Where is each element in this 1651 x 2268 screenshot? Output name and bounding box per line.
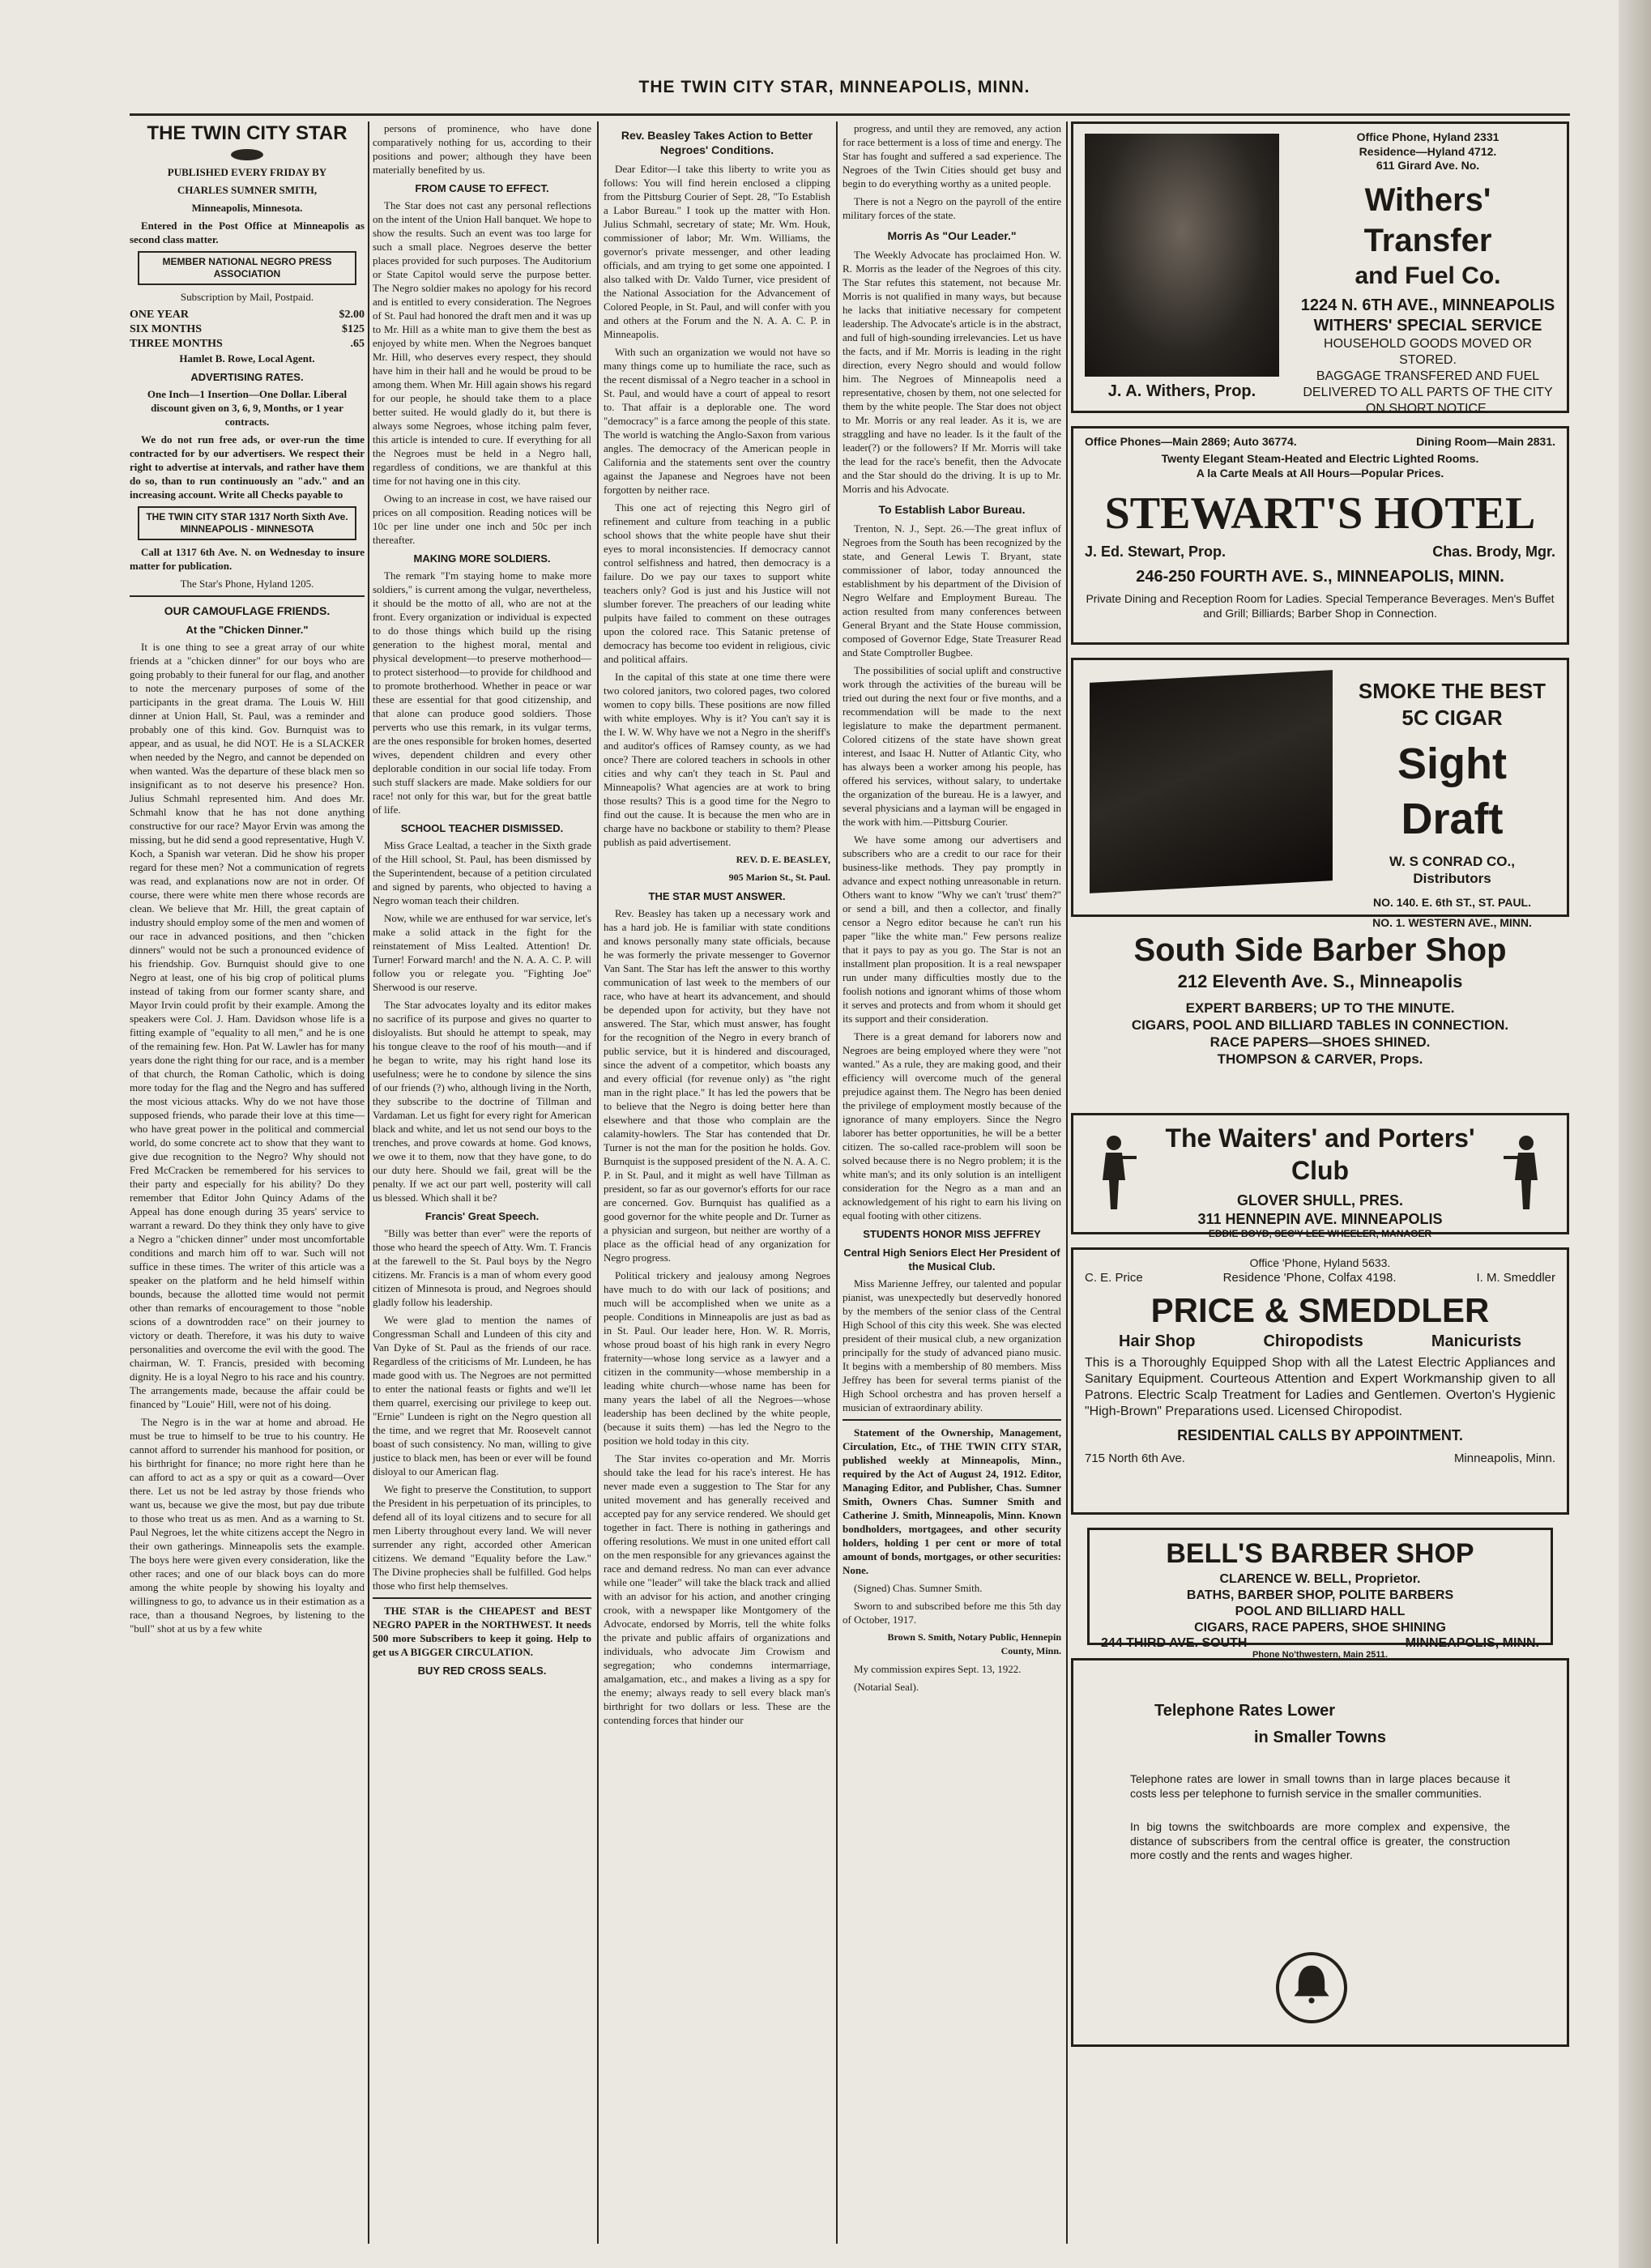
ad-text: 1224 N. 6TH AVE., MINNEAPOLIS (1300, 296, 1555, 314)
bells-barber-ad (1087, 1528, 1553, 1660)
article-paragraph: progress, and until they are removed, any action for race betterment is a loss of time and energy. The Star has fought and suffered a sad experience. The Negroes of the Twin Cities should get busy and begin to do everything worthy as a united people. (843, 122, 1061, 190)
article-paragraph: Political trickery and jealousy among Negroes have much to do with our lack of positions; and much will be accomplished when we unite as a people. Conditions in Minneapolis are just as bad as in St. Paul. Our leader here, Hon. W. R. Morris, whose proud boast of his high rank in every Negro fraternity—whose long service as a lawyer and a citizen in the community—whose membership in a leading white church—whose name has been for many years the label of all the Negroes—whose leadership has been declined by the white people, (because it suits them) —has led the Negro to the position we hold today in this city. (604, 1269, 830, 1447)
member-box: MEMBER NATIONAL NEGRO PRESS ASSOCIATION (138, 251, 356, 285)
statement-sworn: Sworn to and subscribed before me this 5th day of October, 1917. (843, 1600, 1061, 1626)
divider (130, 595, 365, 597)
ad-text: 311 HENNEPIN AVE. MINNEAPOLIS (1197, 1210, 1443, 1227)
ad-text: Hair Shop (1119, 1332, 1196, 1350)
article-paragraph: "Billy was better than ever" were the reports of those who heard the speech of Atty. Wm. T. Francis at the farewell to the St. Paul boys by the Negro citizens. Mr. Francis is a man of whom every good citizen of Minnesota is proud, and Negroes should gladly follow his leadership. (373, 1227, 591, 1308)
article-paragraph: The Negro is in the war at home and abroad. He must be true to himself to be true to his country. He cannot afford to surrender his manhood for position, or his birthright for finance; no more right here than he can afford to act as a spy or quit as a coward—Over there. Let us not be led astray by those friends who want us, because we give the most, but pay due tribute to those who treat us as men. And as a warning to St. Paul Negroes, let the white citizens accept the Negro in their own gatherings. Minneapolis sets the example. The boys here were given every consideration, like the other races; and one of our black boys can do more among the white people by showing his loyalty and willingness to go, to advance us in their estimation as a race, than a thousand Negroes, by listening to the "bull" shot at us by a few white (130, 1416, 365, 1635)
column-4 (843, 122, 1061, 2260)
article-heading: FROM CAUSE TO EFFECT. (415, 182, 549, 194)
ad-text: 244 THIRD AVE. SOUTH (1101, 1635, 1248, 1650)
article-paragraph: The Weekly Advocate has proclaimed Hon. W. R. Morris as the leader of the Negroes of this city. The Star refutes this statement, not because Mr. Morris is not qualified in many ways, but because he lacks that initiative necessary for competent leadership. The Advocate's article is in the abstract, and full of high-sounding irrelevancies. Let us have the facts, and if Mr. Morris is leading in the right direction, every Negro should and would follow him. The Negroes of Minneapolis need a representative, chosen by them, not one selected for them by the white people. The Star does not object to Mr. Morris or any real leader. As it is, we are straggling and have no leader. Is it the fault of the leader(?) or the followers? If Mr. Morris will take the lead for the race's benefit, then the Advocate and the Star should do the driving. It is up to Mr. Morris and his Advocate. (843, 249, 1061, 495)
ad-text: Office Phones—Main 2869; Auto 36774. (1085, 435, 1297, 448)
advertising-rates-heading: ADVERTISING RATES. (190, 371, 304, 383)
rate-row: ONE YEAR $2.00 (130, 309, 365, 321)
ad-text: C. E. Price (1085, 1270, 1143, 1285)
article-paragraph: Trenton, N. J., Sept. 26.—The great influx of Negroes from the South has been recognized by the state, and General Lewis T. Bryant, state commissioner of labor, today announced the establishment by his department of the Division of Negro Welfare and Employment Bureau. The action resulted from many conferences between General Bryant and the State House commission, composed of Governor Edge, State Treasurer Read and State Comptroller Bugbee. (843, 522, 1061, 659)
article-paragraph: Owing to an increase in cost, we have raised our prices on all composition. Reading notices will be 10c per line under one inch and 50c per inch thereafter. (373, 492, 591, 546)
article-paragraph: This one act of rejecting this Negro girl of refinement and culture from teaching in a public school shows that the white people have shut their eyes to moral inconsistencies. If democracy cannot control selfishness and hatred, then democracy is a failure. Do we pay our taxes to support white teachers only? God is just and his Justice will not slumber forever. The preachers of our leading white pulpits have failed to comment on these outrages upon the colored race. This Satanic pretense of democracy has become too evident in religious, civic and political affairs. (604, 501, 830, 665)
ad-text: Twenty Elegant Steam-Heated and Electric Lighted Rooms. (1161, 452, 1479, 465)
article-paragraph: We fight to preserve the Constitution, to support the President in his perpetuation of its principles, to defend all of its loyal citizens and to secure for all men Liberty throughout every land. We will never surrender any right, accorded other American citizens. We demand "Equality before the Law." The Divine prophecies shall be fulfilled. God helps those who first help themselves. (373, 1483, 591, 1592)
ad-text: Dining Room—Main 2831. (1416, 435, 1555, 448)
ad-text: BAGGAGE TRANSFERED AND FUEL DELIVERED TO ALL PARTS OF THE CITY ON SHORT NOTICE. (1303, 369, 1553, 416)
ad-text: RESIDENTIAL CALLS BY APPOINTMENT. (1177, 1427, 1463, 1443)
ad-text: MINNEAPOLIS, MINN. (1405, 1635, 1539, 1650)
ad-text: Residence 'Phone, Colfax 4198. (1222, 1270, 1397, 1285)
ad-text: 611 Girard Ave. No. (1376, 159, 1480, 172)
ad-text: Office Phone, Hyland 2331 (1356, 130, 1500, 143)
letter-signature: REV. D. E. BEASLEY, (736, 854, 830, 865)
ad-text: Chas. Brody, Mgr. (1432, 544, 1555, 560)
masthead-place: Minneapolis, Minnesota. (191, 202, 303, 214)
ad-caption: J. A. Withers, Prop. (1107, 382, 1256, 400)
article-heading: To Establish Labor Bureau. (878, 503, 1026, 516)
ad-text: EXPERT BARBERS; UP TO THE MINUTE. (1185, 1000, 1455, 1016)
article-heading: THE STAR MUST ANSWER. (648, 890, 786, 902)
ad-text: A la Carte Meals at All Hours—Popular Prices. (1196, 466, 1444, 480)
masthead-title: THE TWIN CITY STAR (147, 122, 348, 144)
cigar-ad (1071, 658, 1569, 929)
ad-text: WITHERS' SPECIAL SERVICE (1313, 317, 1542, 335)
article-heading: Rev. Beasley Takes Action to Better Negroes' Conditions. (621, 129, 813, 156)
ad-text: 5C CIGAR (1401, 705, 1503, 730)
ad-text: NO. 140. E. 6th ST., ST. PAUL. (1372, 895, 1531, 909)
article-paragraph: persons of prominence, who have done comparatively nothing for us, according to their positions and power; although they have been materially benefited by us. (373, 122, 591, 176)
cigar-box-image (1090, 670, 1333, 893)
ad-text: This is a Thoroughly Equipped Shop with all the Latest Electric Appliances and Sanitary Equipment. Courteous Attention and Expert Workmanship given to all Patrons. Electric Scalp Treatment for Ladies and Gentlemen. Overton's Hygienic "High-Brown" Preparations used. Licensed Chiropodist. (1085, 1356, 1555, 1418)
ad-title: PRICE & SMEDDLER (1150, 1290, 1490, 1329)
masthead-entered: Entered in the Post Office at Minneapolis as second class matter. (130, 220, 365, 245)
ad-text: Telephone rates are lower in small towns than in large places because it costs less per telephone to furnish service in the smaller communities. (1130, 1772, 1510, 1800)
waiters-club-ad (1071, 1113, 1569, 1239)
ad-text: POOL AND BILLIARD HALL (1235, 1604, 1406, 1618)
ad-text: 715 North 6th Ave. (1085, 1451, 1185, 1465)
ad-text: Chiropodists (1263, 1332, 1363, 1350)
waiter-figure-icon (1090, 1132, 1138, 1213)
article-paragraph: The Star does not cast any personal reflections on the intent of the Union Hall banquet. We hope to show the results. Such an event was too large for such a small place. Negroes deserve the better places provided for such purposes. The Auditorium or State Capitol would serve the purpose better. The Negro soldier makes no apology for his record and is entitled to every consideration. The Negroes of St. Paul had honored the draft men and it was up to Mr. Hill as a white man to give them the best as enjoyed by white men. When the Negroes banquet Mr. Hill, who deserves every respect, they should have him in their hall and he would be proud to be among them. When Mr. Hill again shows his regard for our people, he should take them to a place better suited. He would gladly do it, but there is always some Negroes, whose itching palm fever, this article is intended to cure. If everything for all the Negroes must be held in a Negro hall, regardless of conditions, we are thankful at this time for not having one in this city. (373, 199, 591, 487)
ad-text: SMOKE THE BEST (1358, 679, 1546, 703)
article-paragraph: Dear Editor—I take this liberty to write you as follows: You will find herein enclosed a clipping from the Pittsburg Courier of Sept. 28, "To Establish a Labor Bureau." I took up the matter with Hon. Julius Schmahl, secretary of state; Mr. Wm. Houk, commissioner of labor; Mr. Wm. Williams, the governor's private messenger, and other leading officials, and am trying to get some one appointed. I also talked with Dr. Valdo Turner, vice president of the National Association for the Advancement of Colored People, in St. Paul, and will confer with you and others at the Forum and the N. A. A. C. P. in Minneapolis. (604, 163, 830, 340)
ad-text: GLOVER SHULL, PRES. (1236, 1192, 1404, 1209)
ad-text: Manicurists (1431, 1332, 1521, 1350)
price-smeddler-ad (1071, 1247, 1569, 1515)
star-promo: THE STAR is the CHEAPEST and BEST NEGRO PAPER in the NORTHWEST. It needs 500 more Subscribers to keep it going. Help to get us A BIGGER CIRCULATION. (373, 1605, 591, 1658)
ad-text: Residence—Hyland 4712. (1359, 144, 1497, 158)
article-heading: STUDENTS HONOR MISS JEFFREY (863, 1228, 1041, 1240)
column-rule-1 (368, 122, 369, 2244)
article-subheading: Central High Seniors Elect Her President of the Musical Club. (843, 1247, 1060, 1273)
article-paragraph: We have some among our advertisers and subscribers who are a credit to our race for their business-like methods. They pay promptly in advance and expect nothing unreasonable in return. Others want to know "Why we can't 'trust' them?" or send a bill, and then a collector, and finally censor a Negro editor because he can't run his paper "like the white man." Few persons realize that it pays to pay as you go. The Star is not an installment plan proposition. It is a real newspaper run under many difficulties mostly due to the foolish notions and ignorant whims of those whom it serves and protects and from whom it should get its support and their consideration. (843, 833, 1061, 1025)
ad-text: Office 'Phone, Hyland 5633. (1249, 1256, 1391, 1269)
ad-text: CIGARS, POOL AND BILLIARD TABLES IN CONNECTION. (1131, 1017, 1509, 1033)
column-2 (373, 122, 591, 2260)
star-phone: The Star's Phone, Hyland 1205. (180, 578, 314, 590)
ownership-statement: Statement of the Ownership, Management, Circulation, Etc., of THE TWIN CITY STAR, published weekly at Minneapolis, Minn., required by the Act of August 24, 1912. Editor, Managing Editor, and Publisher, Chas. Sumner Smith, Owners Chas. Sumner Smith and Catherine J. Smith, Minneapolis, Minn. Known bondholders, mortgagees, and other security holders, holding 1 per cent or more of total amount of bonds, mortgages, or other securities: None. (843, 1426, 1061, 1576)
article-paragraph: The Star advocates loyalty and its editor makes no sacrifice of its purpose and gives no quarter to disloyalists. But should he attempt to speak, may his tongue cleave to the roof of his mouth—and if he began to write, may his right hand lose its usefulness; were he to condone by silence the sins of our friends (?) who, although living in the North, they subscribe to the doctrine of Tillman and Vardaman. Let us fight for every right for American black and white, and let us not send our boys to the trenches, and prove cowards at home. God knows, we owe it to them, now that they have gone, to do our duty here. Should we fail, great will be the penalty. If we act our part well, posterity will call us blessed. Which shall it be? (373, 999, 591, 1204)
subscription-label: Subscription by Mail, Postpaid. (180, 291, 314, 303)
column-3 (604, 122, 830, 2260)
ad-text: CLARENCE W. BELL, Proprietor. (1219, 1571, 1421, 1586)
article-paragraph: The Star invites co-operation and Mr. Morris should take the lead for his race's interest. He has never made even a suggestion to The Star for any united movement and has generally received and accepted pay for any service rendered. We should get together in fact. There is nothing in gatherings and offering resolutions. We must in one united effort call on the men responsible for any grievances against the race and demand redress. No man can ever advance while one "leader" will take the black track and allied with an advisor for his action, and another cringing crook, with a newspaper like Montgomery of the Advocate, endorsed by Morris, tell the white folks the private and public affairs of organizations and individuals, who advocate Jim Crowism and segregation; who condemns intermarriage, amalgamation, etc., and makes a living as a spy for the enemy; always ready to sell every black man's birthright for two dollars or less. These are the contending forces that hinder our (604, 1452, 830, 1726)
article-paragraph: We were glad to mention the names of Congressman Schall and Lundeen of this city and Van Dyke of St. Paul as the friends of our race. Regardless of the criticisms of Mr. Lundeen, he has made good with us. The Negroes are not permitted to enter the national feasts or fights and we'll let them quarrel, exercising our privilege to keep out. "Ernie" Lundeen is right on the Negro question all the time, and we regret that Mr. Roosevelt cannot boast of such consistency. No man, willing to give justice to black men, has been or ever will be found disloyal to our American flag. (373, 1314, 591, 1477)
ad-title: and Fuel Co. (1355, 262, 1501, 289)
article-heading: MAKING MORE SOLDIERS. (413, 552, 551, 565)
ad-text: I. M. Smeddler (1476, 1270, 1555, 1285)
ad-text: CIGARS, RACE PAPERS, SHOE SHINING (1194, 1620, 1446, 1635)
divider (373, 1597, 591, 1599)
withers-ad (1071, 122, 1569, 416)
page-edge (1619, 0, 1651, 2268)
ad-text: Private Dining and Reception Room for Ladies. Special Temperance Beverages. Men's Buffet and Grill; Billiards; Barber Shop in Connection. (1086, 592, 1555, 620)
column-1 (130, 122, 365, 2260)
statement-seal: (Notarial Seal). (854, 1681, 919, 1693)
ad-text: RACE PAPERS—SHOES SHINED. (1209, 1034, 1431, 1050)
article-paragraph: Miss Marienne Jeffrey, our talented and popular pianist, was unexpectedly but deservedly honored by the members of the senior class of the Central High School of this city this week. She was elected president of their musical club, a new organization principally for the study of advanced piano music. It begins with a membership of 80 members. Miss Jeffrey has been for several terms pianist of the High School orchestra and has proven herself a musician of extraordinary ability. (843, 1277, 1061, 1413)
ad-text: NO. 1. WESTERN AVE., MINN. (1372, 916, 1532, 929)
bell-logo-icon (1276, 1952, 1347, 2023)
ad-title: Sight Draft (1397, 740, 1507, 843)
rate-row: THREE MONTHS .65 (130, 338, 365, 350)
article-paragraph: With such an organization we would not have so many things come up to humiliate the race, such as the recent dismissal of a Negro teacher in a school in St. Paul, and would have a court of appeal to resort to. That affair is a deplorable one. The word "democracy" is a farce among the people of this state. The world is watching the Anglo-Saxon from various angles. The democracy of the American people in California and the statements sent over the country against the Japanese and Negroes have not been forgotten by neither race. (604, 346, 830, 496)
article-paragraph: It is one thing to see a great array of our white friends at a "chicken dinner" for our boys who are going probably to their funeral for our flag, and another to note the mercenary purposes of some of the participants in the great drama. The Louis W. Hill dinner at Union Hall, St. Paul, was a reminder and probably one of this kind. Gov. Burnquist was to appear, and as usual, he did NOT. He is a SLACKER when needed by the Negro, and cannot be depended on when wanted. Was the departure of these black men so insignificant as to not deserve his presence? Hon. Julius Schmahl represented him. And does Mr. Schmahl know that he has not done anything constructive for our race? Mayor Ervin was among the missing, but he did send a good representative, Hugh V. Koch, a Spanish war veteran. Did he show his proper regard for these men? Not a communication of regrets was read, and explanations now are not in order. Of course, there were white men there whose records are clean. We believe that Mr. Hill, the great captain of industry should employ some of the men and women of our race in advanced positions, and then "chicken dinners" would not be such a pronounced evidence of his friendship. Gov. Burnquist should give to one Negro at least, one of his big crop of political plums instead of taking from our former scanty share, and Mayor Irvin could profit by their example. Among the speakers were Col. J. Ham. Davidson whose life is a fitting example of "equality to all men," and he is one of the remaining few. Hon. Pat W. Lawler has for many years done the right thing for our race, and is a member of that church, the Roman Catholic, which is doing more today for the flag and the Negro and has suffered the most vicious attacks. Why do we not have those supposed friends, who parade their love at this time—who have great power in the political and commercial world, do some concrete act to show that they want to give due recognition to the Negro? Why should not Fred McCracken be remembered for his services to their party and especially for his ability? Do they remember that Editor John Quincy Adams of the Appeal has done enough during 35 years' service to warrant a reward. Do they think they only have to give a Negro a "chicken dinner" under most uncomfortable conditions and march him off to war. Such will not suffice in these times. The writer of this article was a speaker on the platform and he held himself within bounds, because the allotted time would not permit other than remarks of encouragement to those "noble scions of a downtrodden race" on their journey to victory or death. Therefore, it was his duty to waive personalities and overcome the evil with the good. The chairman, W. T. Francis, presided with becoming dignity. He is a loyal Negro to his race and his country. The arrangements made, because the affair could be financed by "Louie" Hill, were not of his doing. (130, 641, 365, 1410)
ad-text: EDDIE BOYD, SEC'Y LEE WHEELER, MANAGER (1208, 1228, 1432, 1239)
address-box: THE TWIN CITY STAR 1317 North Sixth Ave. MINNEAPOLIS - MINNESOTA (138, 506, 356, 540)
top-rule (130, 113, 1570, 116)
advertising-rates-text: One Inch—1 Insertion—One Dollar. Liberal discount given on 3, 6, 9, Months, or 1 year contracts. (147, 388, 348, 428)
column-rule-3 (836, 122, 838, 2244)
masthead-published: PUBLISHED EVERY FRIDAY BY (167, 166, 327, 178)
ad-text: In big towns the switchboards are more complex and expensive, the distance of subscribers from the central office is greater, the construction more costly and the rents and wages higher. (1130, 1820, 1510, 1861)
article-heading: Francis' Great Speech. (424, 1210, 540, 1222)
ad-text: THOMPSON & CARVER, Props. (1217, 1051, 1423, 1068)
stewarts-hotel-ad (1071, 426, 1569, 645)
ad-text: 246-250 FOURTH AVE. S., MINNEAPOLIS, MINN. (1136, 568, 1504, 586)
porter-figure-icon (1502, 1132, 1551, 1213)
ad-title: Telephone Rates Lower (1154, 1702, 1336, 1720)
statement-notary: Brown S. Smith, Notary Public, Hennepin County, Minn. (887, 1631, 1061, 1656)
telephone-ad (1071, 1658, 1569, 2047)
ad-title: The Waiters' and Porters' Club (1165, 1123, 1475, 1185)
ad-text: 212 Eleventh Ave. S., Minneapolis (1177, 971, 1463, 991)
article-paragraph: Now, while we are enthused for war service, let's make a solid attack in the fight for the reinstatement of Miss Lealted. Attention! Dr. Turner! Forward march! and the N. A. A. C. P. will follow you or relegate you. "Fighting Joe" Sherwood is our reserve. (373, 912, 591, 993)
ad-title: STEWART'S HOTEL (1104, 488, 1536, 539)
rate-row: SIX MONTHS $125 (130, 323, 365, 335)
article-paragraph: Rev. Beasley has taken up a necessary work and has a hard job. He is familiar with state conditions and knows personally many state officials, because he was formerly the private messenger to Governor Van Sant. The Star has left the answer to this worthy communication of last week to the members of our race, who have at heart its advancement, and should be depended upon for activity, but they have not answered. The Star, which must answer, has fought for the recognition of the Negro in every branch of public service, but it is hindered and discouraged, since the advent of a competitor, which boasts any and every official (for revenue only) as "the right man in the right place." It has led the powers that be to believe that the Negro is doing better here than elsewhere and that those who complain are the calamity-howlers. The Star has contended that Dr. Turner is not the man for the position he holds. Gov. Burnquist is the supposed president of the N. A. A. C. P. in St. Paul, and it might as well have Tillman as president, so far as our governor's efforts for our race are concerned. Gov. Burnquist has qualified as a good governor for the white people and Dr. Turner as a physician and surgeon, but neither are worthy of a place as the official head of any organization for Negro progress. (604, 907, 830, 1264)
masthead-publisher: CHARLES SUMNER SMITH, (177, 184, 318, 196)
advertising-policy: We do not run free ads, or over-run the time contracted for by our advertisers. We respect their right to advertise at intervals, and rather have them do so, than to run continuously an "adv." and an increasing account. Write all Checks payable to (130, 433, 365, 501)
ads-column (1071, 122, 1569, 2260)
ad-title: South Side Barber Shop (1133, 932, 1507, 968)
article-paragraph: The remark "I'm staying home to make more soldiers," is current among the vulgar, nevertheless, it should be the motto of all, who are not at the front. Every organization or individual is expected to do those things which build up the rising generation to the highest moral, mental and physical development—to preserve motherhood—to protect sisterhood—to provide for childhood and to promote brotherhood. Whether in peace or war these are essential for that good citizenship, and that alone can produce good soldiers. Those perverts who use this remark, in its vulgar terms, are the ones responsible for broken homes, deserted wives, dependent children and every other deplorable condition in our social life today. From such stuff slackers are made. Make soldiers for our race! not only for this war, but for the great battle of life. (373, 569, 591, 816)
article-paragraph: There is a great demand for laborers now and Negroes are being employed where they were "not wanted." As a rule, they are making good, and their efficiency will overcome much of the general prejudice against them. The Negro has been denied the privilege of employment mostly because of the ignorance of many employers. Since the Negro laborer has better opportunities, he will be a better citizen. The so-called race-problem will soon be solved because there is no Negro problem; it is the white man's; and its only solution is an intelligent consideration for the Negro as a man and an acknowledgement of his right to earn his living on equal footing with other citizens. (843, 1030, 1061, 1221)
article-heading: OUR CAMOUFLAGE FRIENDS. (164, 604, 331, 617)
page-banner: THE TWIN CITY STAR, MINNEAPOLIS, MINN. (638, 78, 1030, 96)
south-side-barber-ad (1071, 930, 1569, 1100)
star-emblem-icon (231, 149, 263, 160)
ad-text: W. S CONRAD CO., Distributors (1389, 854, 1515, 887)
ad-title: BELL'S BARBER SHOP (1166, 1538, 1474, 1569)
ad-text: Phone No'thwestern, Main 2511. (1252, 1649, 1389, 1660)
red-cross-notice: BUY RED CROSS SEALS. (417, 1665, 547, 1677)
divider (843, 1419, 1061, 1421)
ad-text: Minneapolis, Minn. (1453, 1451, 1555, 1465)
ad-text: BATHS, BARBER SHOP, POLITE BARBERS (1186, 1588, 1454, 1602)
article-subheading: At the "Chicken Dinner." (186, 624, 309, 636)
local-agent: Hamlet B. Rowe, Local Agent. (179, 352, 315, 364)
article-paragraph: Miss Grace Lealtad, a teacher in the Sixth grade of the Hill school, St. Paul, has been dismissed by the Superintendent, because of a petition circulated and signed by parents, who objected to having a Negro woman teach their children. (373, 839, 591, 906)
statement-signed: (Signed) Chas. Sumner Smith. (854, 1582, 983, 1594)
article-paragraph: There is not a Negro on the payroll of the entire military forces of the state. (843, 195, 1061, 221)
ad-text: HOUSEHOLD GOODS MOVED OR STORED. (1324, 337, 1532, 367)
ad-text: J. Ed. Stewart, Prop. (1085, 544, 1227, 560)
call-notice: Call at 1317 6th Ave. N. on Wednesday to insure matter for publication. (130, 546, 365, 572)
article-heading: Morris As "Our Leader." (887, 229, 1017, 242)
withers-portrait (1085, 134, 1279, 377)
article-paragraph: The possibilities of social uplift and constructive work through the activities of the bureau will be tried out during the next four or five months, and a recommendation will be made to the next legislature to make the department permanent. Colored citizens of the state have shown great interest, and Isaac H. Nutter of Atlantic City, who has always been a worker among his people, has offered his services, without salary, to undertake the organization of the bureau. He is a lawyer, and several physicians and a layman will be engaged in the work with him.—Pittsburg Courier. (843, 664, 1061, 828)
statement-commission: My commission expires Sept. 13, 1922. (854, 1663, 1022, 1675)
article-paragraph: In the capital of this state at one time there were two colored janitors, two colored pages, two colored women to copy bills. These positions are now filled with white employes. Why is it? You can't say it is the I. W. W. Why have we not a Negro in the sheriff's and auditor's offices of Ramsey county, as we had once? There are colored teachers in schools in other cities and why can't they teach in St. Paul and Minneapolis? What agencies are at work to bring those results? This is a good time for the Negro to find out the cause. It is because the men who are in charge have no backbone or stability to them? Please publish as paid advertisement. (604, 671, 830, 848)
ad-title: Withers' Transfer (1363, 181, 1492, 258)
column-rule-2 (597, 122, 599, 2244)
letter-address: 905 Marion St., St. Paul. (728, 872, 830, 883)
column-rule-4 (1066, 122, 1068, 2244)
ad-title: in Smaller Towns (1254, 1729, 1386, 1746)
article-heading: SCHOOL TEACHER DISMISSED. (400, 822, 564, 834)
